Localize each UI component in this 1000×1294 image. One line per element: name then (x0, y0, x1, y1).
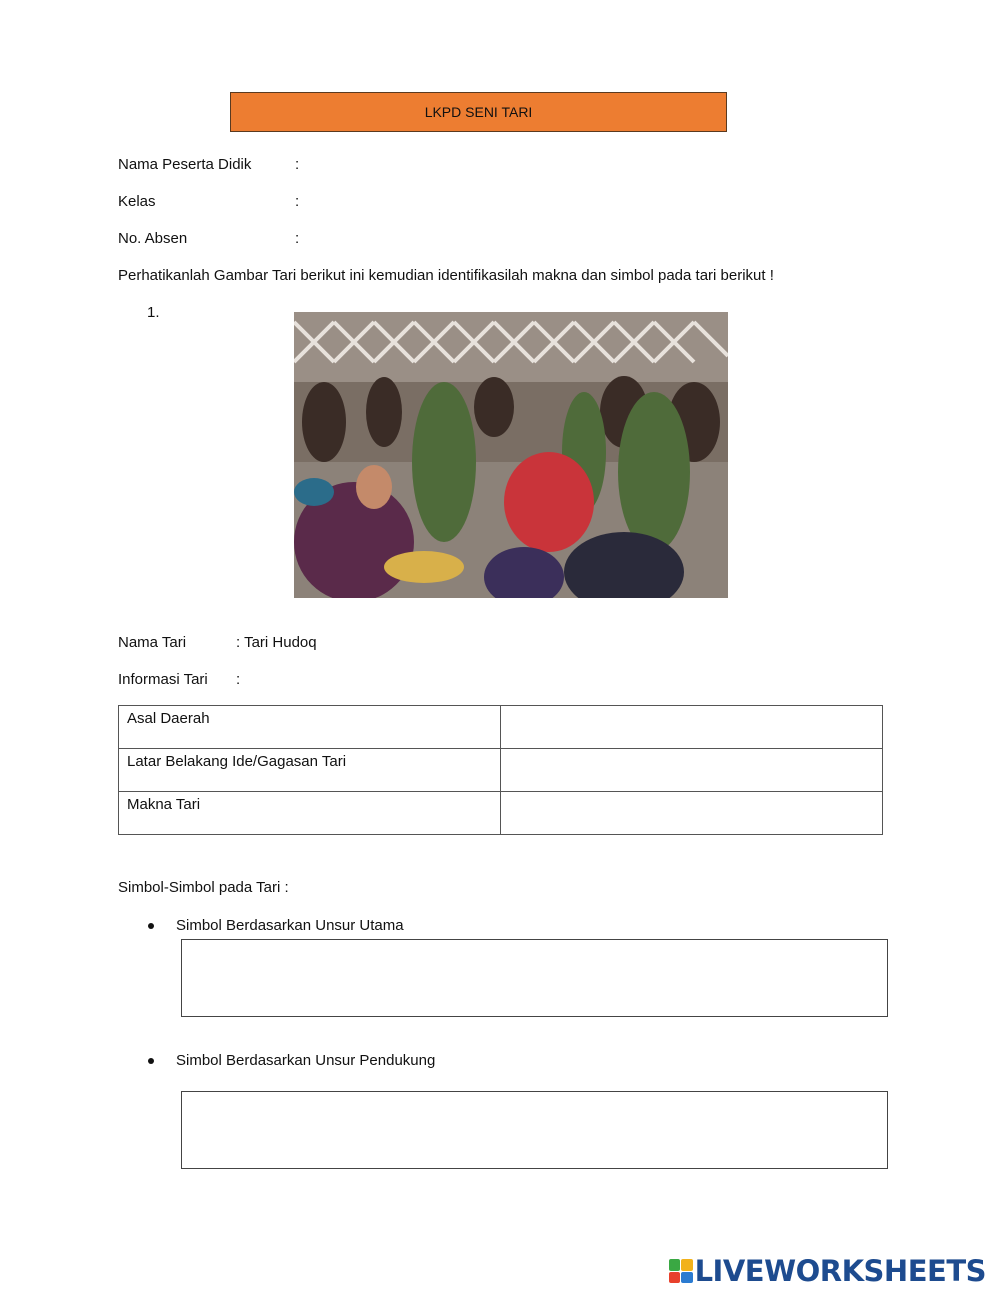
dance-info-label: Informasi Tari (118, 671, 208, 688)
table-row (119, 792, 883, 835)
page-title: LKPD SENI TARI (424, 104, 533, 120)
makna-tari-answer[interactable] (501, 792, 883, 835)
student-name-label: Nama Peserta Didik (118, 156, 252, 173)
liveworksheets-logo (669, 1254, 986, 1288)
dance-name-label: Nama Tari (118, 634, 187, 651)
absen-colon: : (295, 230, 300, 247)
info-table (118, 705, 883, 835)
question-number: 1. (147, 304, 160, 321)
symbols-heading: Simbol-Simbol pada Tari : (118, 879, 289, 896)
dance-info-colon: : (236, 671, 241, 688)
symbol-support-label: Simbol Berdasarkan Unsur Pendukung (176, 1052, 436, 1069)
liveworksheets-logo-icon (669, 1259, 693, 1283)
symbol-support-answer[interactable] (181, 1091, 888, 1169)
brand-name: LIVEWORKSHEETS (694, 1254, 986, 1288)
dance-photo-illustration (294, 312, 728, 598)
table-cell-label: Latar Belakang Ide/Gagasan Tari (119, 749, 501, 792)
table-row (119, 749, 883, 792)
bullet-icon (148, 1058, 154, 1064)
class-colon: : (295, 193, 300, 210)
class-label: Kelas (118, 193, 156, 210)
title-banner (230, 92, 727, 132)
symbol-main-answer[interactable] (181, 939, 888, 1017)
bullet-icon (148, 923, 154, 929)
table-cell-label: Makna Tari (119, 792, 501, 835)
latar-belakang-answer[interactable] (501, 749, 883, 792)
student-name-colon: : (295, 156, 300, 173)
absen-label: No. Absen (118, 230, 188, 247)
dance-photo (294, 312, 728, 598)
asal-daerah-answer[interactable] (501, 706, 883, 749)
table-cell-label: Asal Daerah (119, 706, 501, 749)
dance-name-value: : Tari Hudoq (236, 634, 317, 651)
table-row (119, 706, 883, 749)
symbol-main-label: Simbol Berdasarkan Unsur Utama (176, 917, 404, 934)
instruction-text: Perhatikanlah Gambar Tari berikut ini kemudian identifikasilah makna dan simbol pada tari berikut ! (118, 267, 774, 284)
